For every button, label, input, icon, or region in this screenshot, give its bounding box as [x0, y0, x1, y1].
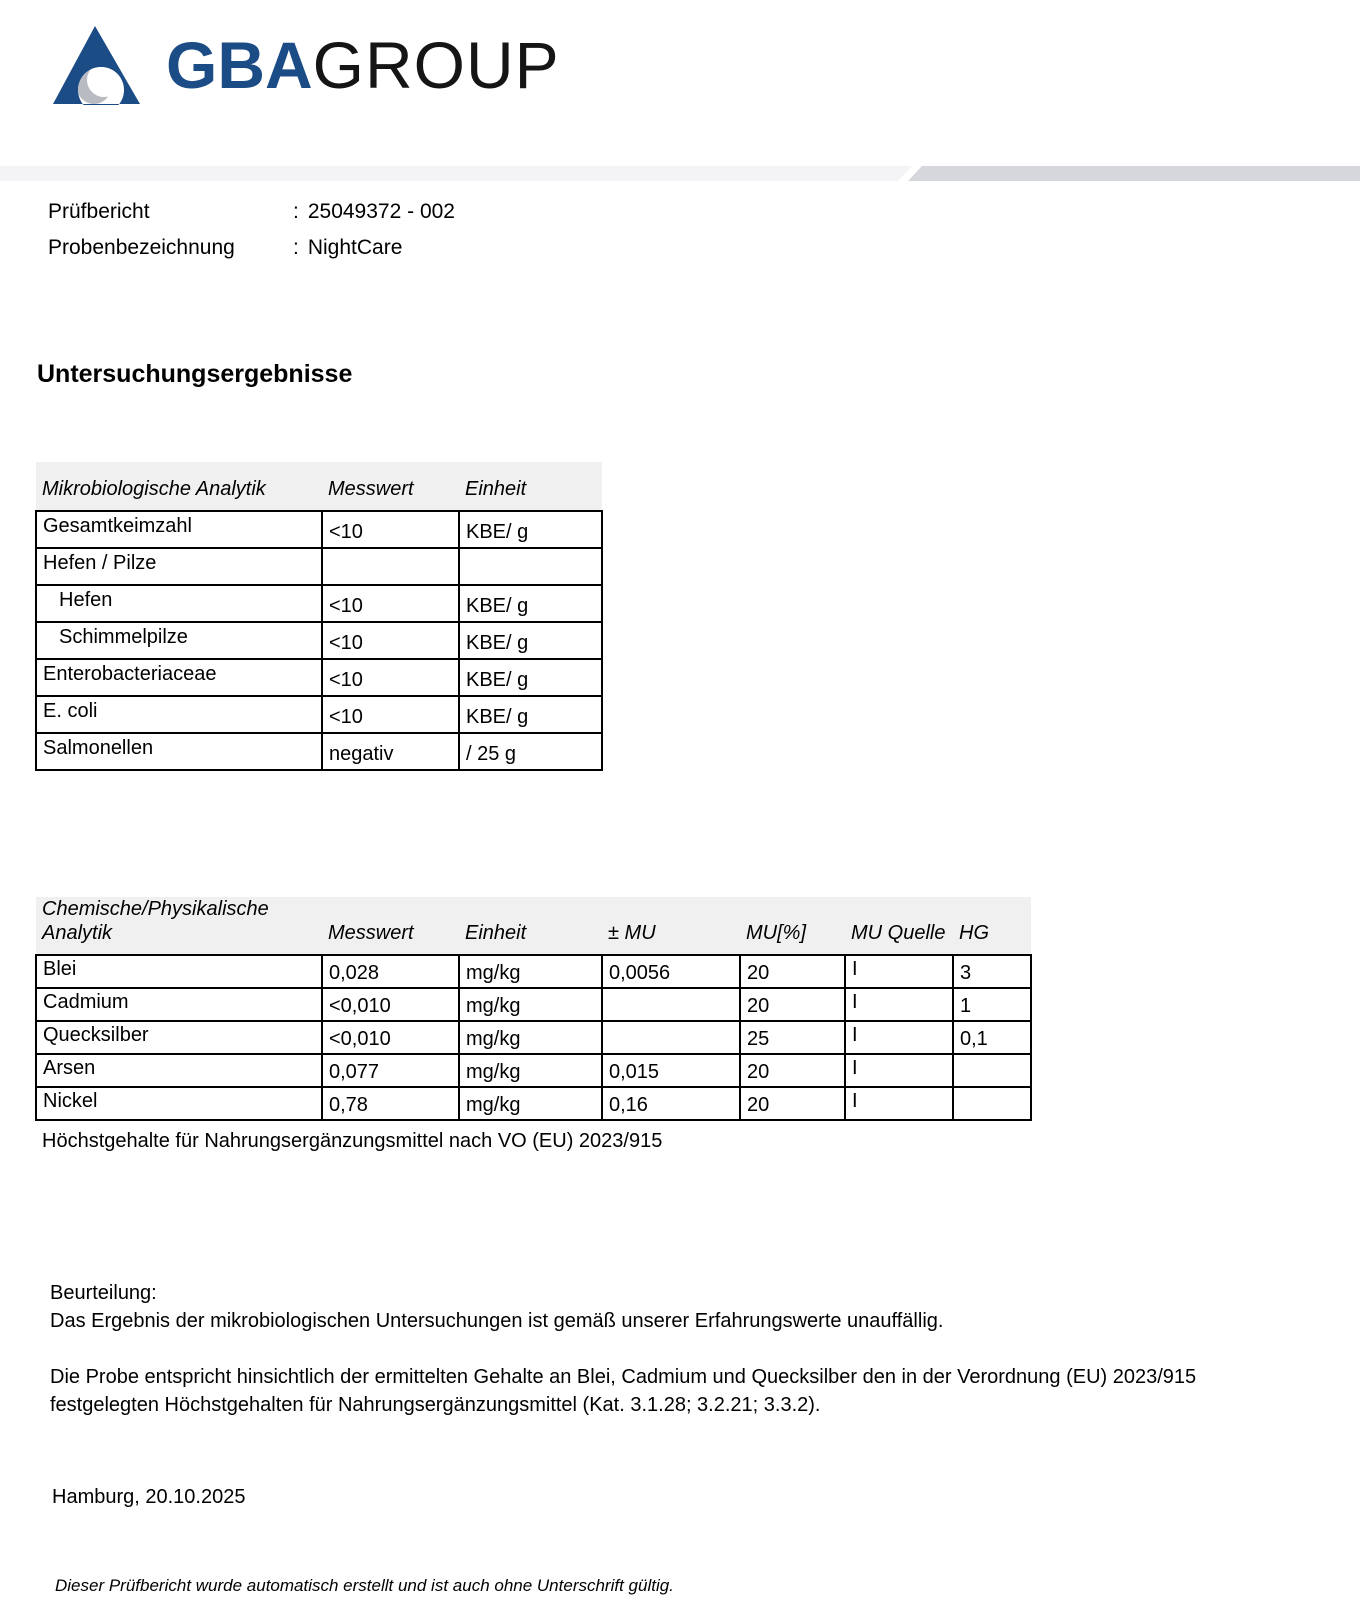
- value-cell: 0,077: [322, 1054, 459, 1087]
- auto-generated-note: Dieser Prüfbericht wurde automatisch erstellt und ist auch ohne Unterschrift gültig.: [55, 1576, 674, 1595]
- mu-source-cell: I: [845, 1021, 953, 1054]
- chem-col-unit: Einheit: [459, 897, 602, 955]
- value-cell: <10: [322, 622, 459, 659]
- mu-cell: 0,16: [602, 1087, 740, 1120]
- micro-col-unit: Einheit: [459, 462, 602, 511]
- logo-gba-text: GBA: [166, 28, 313, 102]
- chem-col-param: Chemische/Physikalische Analytik: [36, 897, 322, 955]
- param-cell: Nickel: [36, 1087, 322, 1120]
- unit-cell: mg/kg: [459, 1021, 602, 1054]
- report-number-colon: :: [293, 200, 299, 223]
- report-number-label: Prüfbericht: [48, 200, 150, 223]
- header-divider-band: [0, 166, 1360, 181]
- mu-cell: [602, 988, 740, 1021]
- value-cell: 0,028: [322, 955, 459, 988]
- value-cell: <10: [322, 585, 459, 622]
- mu-pct-cell: 25: [740, 1021, 845, 1054]
- logo-wordmark: [166, 26, 560, 105]
- unit-cell: mg/kg: [459, 1087, 602, 1120]
- gba-triangle-drop-icon: [53, 26, 140, 105]
- logo-group-text: GROUP: [312, 28, 560, 102]
- mu-cell: [602, 1021, 740, 1054]
- mu-cell: 0,015: [602, 1054, 740, 1087]
- assessment-paragraph-1: Das Ergebnis der mikrobiologischen Untersuchungen ist gemäß unserer Erfahrungswerte unauffällig.: [50, 1310, 944, 1332]
- mu-pct-cell: 20: [740, 1054, 845, 1087]
- assessment-heading: Beurteilung:: [50, 1282, 157, 1304]
- report-number-value: 25049372 - 002: [307, 200, 455, 223]
- chemistry-table: [35, 897, 1032, 1121]
- table-row: [36, 585, 602, 622]
- micro-col-param: Mikrobiologische Analytik: [36, 462, 322, 511]
- mu-source-cell: I: [845, 955, 953, 988]
- unit-cell: mg/kg: [459, 955, 602, 988]
- microbiology-table: [35, 462, 603, 771]
- mu-source-cell: I: [845, 1087, 953, 1120]
- param-cell: Hefen / Pilze: [36, 548, 322, 585]
- unit-cell: KBE/ g: [459, 511, 602, 548]
- unit-cell: mg/kg: [459, 988, 602, 1021]
- micro-col-value: Messwert: [322, 462, 459, 511]
- table-row: [36, 733, 602, 770]
- param-cell: E. coli: [36, 696, 322, 733]
- value-cell: <10: [322, 659, 459, 696]
- unit-cell: KBE/ g: [459, 585, 602, 622]
- sample-name-row: [48, 230, 455, 266]
- value-cell: [322, 548, 459, 585]
- param-cell: Schimmelpilze: [36, 622, 322, 659]
- max-levels-footnote: Höchstgehalte für Nahrungsergänzungsmittel nach VO (EU) 2023/915: [42, 1130, 663, 1152]
- gba-group-logo: [53, 26, 560, 105]
- unit-cell: KBE/ g: [459, 696, 602, 733]
- mu-source-cell: I: [845, 988, 953, 1021]
- param-cell: Salmonellen: [36, 733, 322, 770]
- table-row: [36, 1087, 1031, 1120]
- unit-cell: KBE/ g: [459, 622, 602, 659]
- mu-cell: 0,0056: [602, 955, 740, 988]
- unit-cell: mg/kg: [459, 1054, 602, 1087]
- chem-col-mu-source: MU Quelle: [845, 897, 953, 955]
- sample-name-value: NightCare: [307, 236, 403, 259]
- param-cell: Enterobacteriaceae: [36, 659, 322, 696]
- unit-cell: KBE/ g: [459, 659, 602, 696]
- value-cell: negativ: [322, 733, 459, 770]
- table-row: [36, 1021, 1031, 1054]
- assessment-section: [50, 1279, 1290, 1419]
- table-row: [36, 511, 602, 548]
- paragraph-gap: [50, 1335, 1290, 1363]
- value-cell: <10: [322, 511, 459, 548]
- hg-cell: 3: [953, 955, 1031, 988]
- hg-cell: [953, 1087, 1031, 1120]
- chem-col-hg: HG: [953, 897, 1031, 955]
- table-row: [36, 955, 1031, 988]
- mu-pct-cell: 20: [740, 988, 845, 1021]
- report-meta: [48, 194, 455, 266]
- value-cell: 0,78: [322, 1087, 459, 1120]
- hg-cell: 1: [953, 988, 1031, 1021]
- param-cell: Arsen: [36, 1054, 322, 1087]
- param-cell: Blei: [36, 955, 322, 988]
- unit-cell: [459, 548, 602, 585]
- place-date: Hamburg, 20.10.2025: [52, 1486, 246, 1508]
- assessment-paragraph-2: Die Probe entspricht hinsichtlich der ermittelten Gehalte an Blei, Cadmium und Quecksilber den in der Verordnung (EU) 2023/915 festgelegten Höchstgehalten für Nahrungsergänzungsmittel (Kat. 3.1.28; 3.2.21; 3.3.2).: [50, 1366, 1197, 1416]
- param-cell: Hefen: [36, 585, 322, 622]
- table-row: [36, 622, 602, 659]
- hg-cell: [953, 1054, 1031, 1087]
- table-row: [36, 659, 602, 696]
- param-cell: Gesamtkeimzahl: [36, 511, 322, 548]
- chem-col-value: Messwert: [322, 897, 459, 955]
- chemistry-header-row: [36, 897, 1031, 955]
- sample-name-label: Probenbezeichnung: [48, 236, 235, 259]
- param-cell: Quecksilber: [36, 1021, 322, 1054]
- page-title: Untersuchungsergebnisse: [37, 360, 353, 388]
- table-row: [36, 696, 602, 733]
- sample-name-colon: :: [293, 236, 299, 259]
- mu-source-cell: I: [845, 1054, 953, 1087]
- unit-cell: / 25 g: [459, 733, 602, 770]
- microbiology-header-row: [36, 462, 602, 511]
- chem-col-mu: ± MU: [602, 897, 740, 955]
- value-cell: <0,010: [322, 988, 459, 1021]
- table-row: [36, 548, 602, 585]
- table-row: [36, 988, 1031, 1021]
- value-cell: <10: [322, 696, 459, 733]
- mu-pct-cell: 20: [740, 955, 845, 988]
- value-cell: <0,010: [322, 1021, 459, 1054]
- hg-cell: 0,1: [953, 1021, 1031, 1054]
- mu-pct-cell: 20: [740, 1087, 845, 1120]
- report-number-row: [48, 194, 455, 230]
- table-row: [36, 1054, 1031, 1087]
- param-cell: Cadmium: [36, 988, 322, 1021]
- chem-col-mu-pct: MU[%]: [740, 897, 845, 955]
